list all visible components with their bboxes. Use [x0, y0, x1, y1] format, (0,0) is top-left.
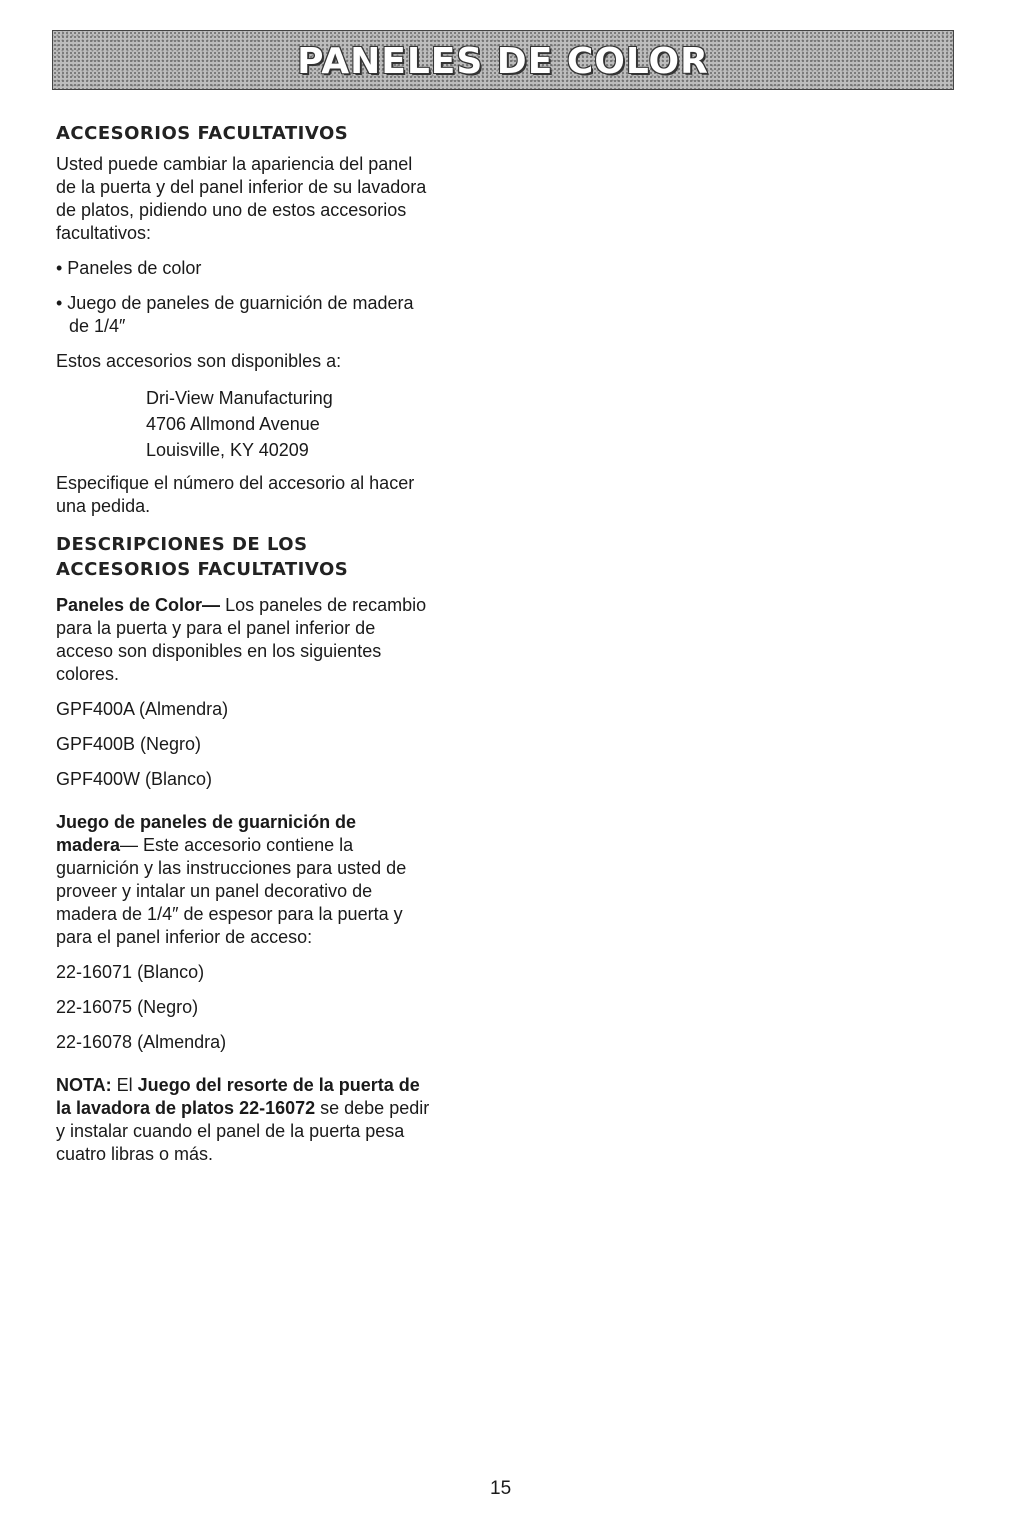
page-title: PANELES DE COLOR: [297, 41, 709, 82]
color-panels-paragraph: [56, 594, 496, 686]
model-negro: GPF400B (Negro): [56, 734, 202, 754]
intro-paragraph: [56, 153, 496, 245]
note-bold: la lavadora de platos 22-16072: [56, 1098, 316, 1118]
model-22-16071: 22-16071 (Blanco): [56, 962, 205, 982]
bullet-line: de 1/4″: [69, 316, 126, 336]
intro-line: de la puerta y del panel inferior de su lavadora: [56, 177, 427, 197]
paragraph-text: para el panel inferior de acceso:: [56, 927, 313, 947]
manufacturer-address: [56, 385, 496, 463]
paragraph-text: guarnición y las instrucciones para usted de: [56, 858, 407, 878]
paragraph-text: proveer y intalar un panel decorativo de: [56, 881, 373, 901]
specify-line: Especifique el número del accesorio al hacer: [56, 473, 415, 493]
title-banner: [52, 30, 954, 90]
paragraph-text: madera de 1/4″ de espesor para la puerta y: [56, 904, 403, 924]
paragraph-text: acceso son disponibles en los siguientes: [56, 641, 382, 661]
heading-line: ACCESORIOS FACULTATIVOS: [56, 559, 349, 580]
bullet-wood-panels: [56, 292, 496, 338]
section-heading-accesorios: ACCESORIOS FACULTATIVOS: [56, 123, 349, 144]
address-line: Dri-View Manufacturing: [146, 388, 333, 408]
bullet-line: • Juego de paneles de guarnición de madera: [56, 293, 414, 313]
model-blanco: GPF400W (Blanco): [56, 769, 213, 789]
wood-panels-title: madera: [56, 835, 121, 855]
color-panels-title: Paneles de Color—: [56, 595, 221, 615]
note-bold: Juego del resorte de la puerta de: [137, 1075, 420, 1095]
section-heading-descripciones: [56, 532, 496, 582]
paragraph-text: colores.: [56, 664, 120, 684]
paragraph-text: Los paneles de recambio: [220, 595, 427, 615]
model-22-16075: 22-16075 (Negro): [56, 997, 199, 1017]
note-text: y instalar cuando el panel de la puerta pesa: [56, 1121, 405, 1141]
note-text: se debe pedir: [315, 1098, 430, 1118]
page-content: [56, 121, 496, 1166]
model-22-16078: 22-16078 (Almendra): [56, 1032, 227, 1052]
address-line: Louisville, KY 40209: [146, 440, 309, 460]
specify-paragraph: [56, 472, 496, 518]
note-paragraph: [56, 1074, 496, 1166]
specify-line: una pedida.: [56, 496, 151, 516]
intro-line: Usted puede cambiar la apariencia del panel: [56, 154, 413, 174]
intro-line: facultativos:: [56, 223, 152, 243]
availability-text: Estos accesorios son disponibles a:: [56, 351, 342, 371]
model-almendra: GPF400A (Almendra): [56, 699, 229, 719]
paragraph-text: para la puerta y para el panel inferior de: [56, 618, 376, 638]
note-label: NOTA:: [56, 1075, 112, 1095]
wood-panels-title: Juego de paneles de guarnición de: [56, 812, 357, 832]
wood-panels-paragraph: [56, 811, 496, 949]
note-text: cuatro libras o más.: [56, 1144, 214, 1164]
note-text: El: [111, 1075, 138, 1095]
address-line: 4706 Allmond Avenue: [146, 414, 320, 434]
intro-line: de platos, pidiendo uno de estos accesorios: [56, 200, 407, 220]
paragraph-text: — Este accesorio contiene la: [120, 835, 354, 855]
heading-line: DESCRIPCIONES DE LOS: [56, 534, 308, 555]
bullet-color-panels: • Paneles de color: [56, 258, 202, 278]
page-number: 15: [490, 1478, 512, 1499]
